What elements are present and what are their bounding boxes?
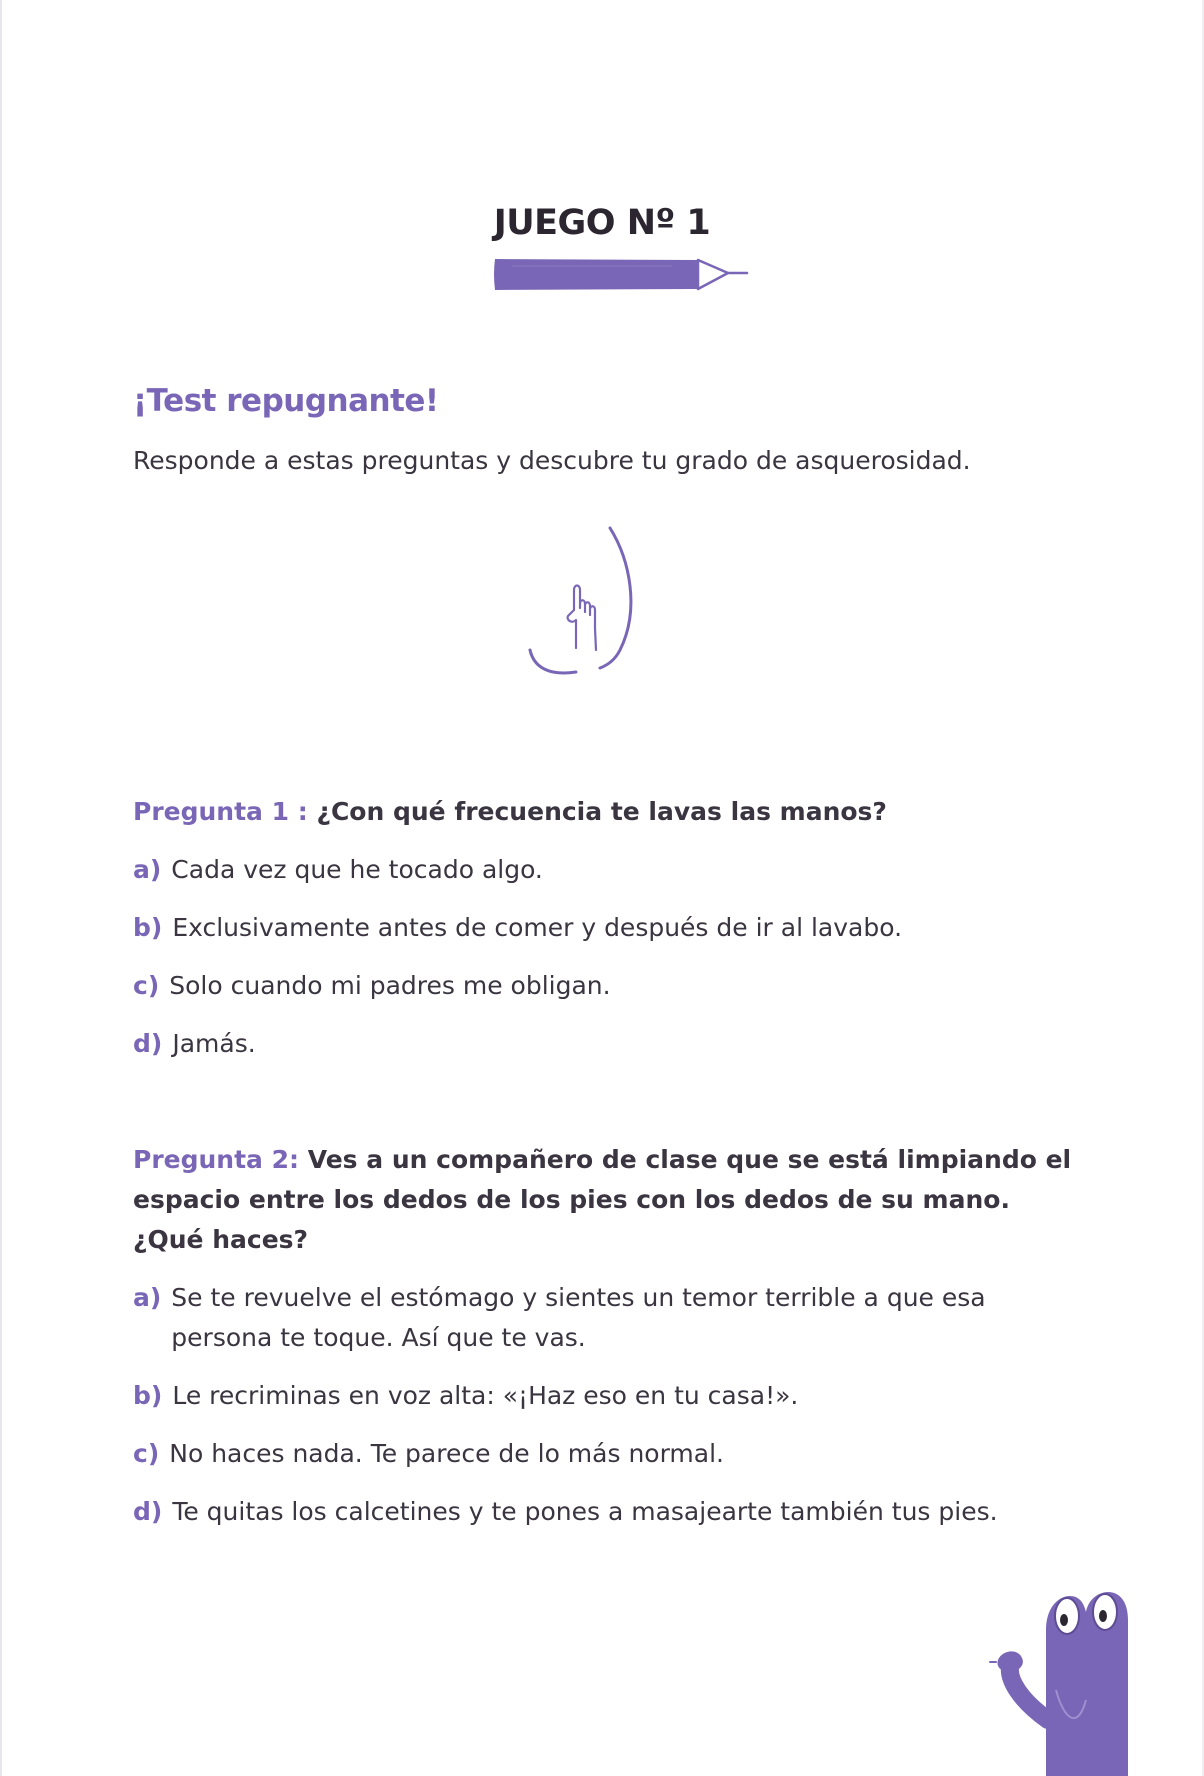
answer-text: Cada vez que he tocado algo. (171, 855, 543, 884)
question-2-text: Ves a un compañero de clase que se está limpiando el espacio entre los dedos de los pies con los dedos de su mano. ¿Qué haces? (133, 1145, 1072, 1254)
answer-option[interactable] (133, 966, 1073, 1006)
answer-letter: c) (133, 1439, 160, 1468)
answer-option[interactable] (133, 1024, 1073, 1064)
question-1-answers (133, 850, 1073, 1064)
question-1 (133, 792, 1073, 1082)
question-2 (133, 1140, 1073, 1550)
answer-option[interactable] (133, 908, 1073, 948)
answer-text: Te quitas los calcetines y te pones a masajearte también tus pies. (172, 1497, 998, 1526)
answer-letter: c) (133, 971, 160, 1000)
answer-option[interactable] (133, 1278, 1073, 1358)
creature-illustration (960, 1570, 1140, 1776)
page-edge-left (0, 0, 2, 1776)
hand-illustration (520, 520, 650, 680)
answer-text: Se te revuelve el estómago y sientes un temor terrible a que esa persona te toque. Así que te vas. (171, 1283, 986, 1352)
answer-letter: a) (133, 855, 162, 884)
answer-option[interactable] (133, 1434, 1073, 1474)
question-2-label: Pregunta 2: (133, 1145, 300, 1174)
answer-option[interactable] (133, 1376, 1073, 1416)
answer-text: Solo cuando mi padres me obligan. (169, 971, 611, 1000)
answer-letter: d) (133, 1029, 163, 1058)
answer-letter: d) (133, 1497, 163, 1526)
pencil-icon (492, 252, 752, 298)
answer-letter: a) (133, 1283, 162, 1312)
question-2-heading (133, 1140, 1073, 1260)
answer-text: Jamás. (172, 1029, 256, 1058)
answer-option[interactable] (133, 850, 1073, 890)
answer-text: No haces nada. Te parece de lo más normal. (169, 1439, 724, 1468)
question-1-label: Pregunta 1 : (133, 797, 308, 826)
answer-text: Exclusivamente antes de comer y después de ir al lavabo. (172, 913, 903, 942)
answer-text: Le recriminas en voz alta: «¡Haz eso en tu casa!». (172, 1381, 799, 1410)
answer-letter: b) (133, 913, 163, 942)
game-title: JUEGO Nº 1 (493, 203, 711, 243)
question-2-answers (133, 1278, 1073, 1532)
question-1-text: ¿Con qué frecuencia te lavas las manos? (316, 797, 887, 826)
section-title: ¡Test repugnante! (133, 383, 439, 419)
question-1-heading (133, 792, 1073, 832)
answer-letter: b) (133, 1381, 163, 1410)
answer-option[interactable] (133, 1492, 1073, 1532)
intro-text: Responde a estas preguntas y descubre tu grado de asquerosidad. (133, 446, 971, 475)
